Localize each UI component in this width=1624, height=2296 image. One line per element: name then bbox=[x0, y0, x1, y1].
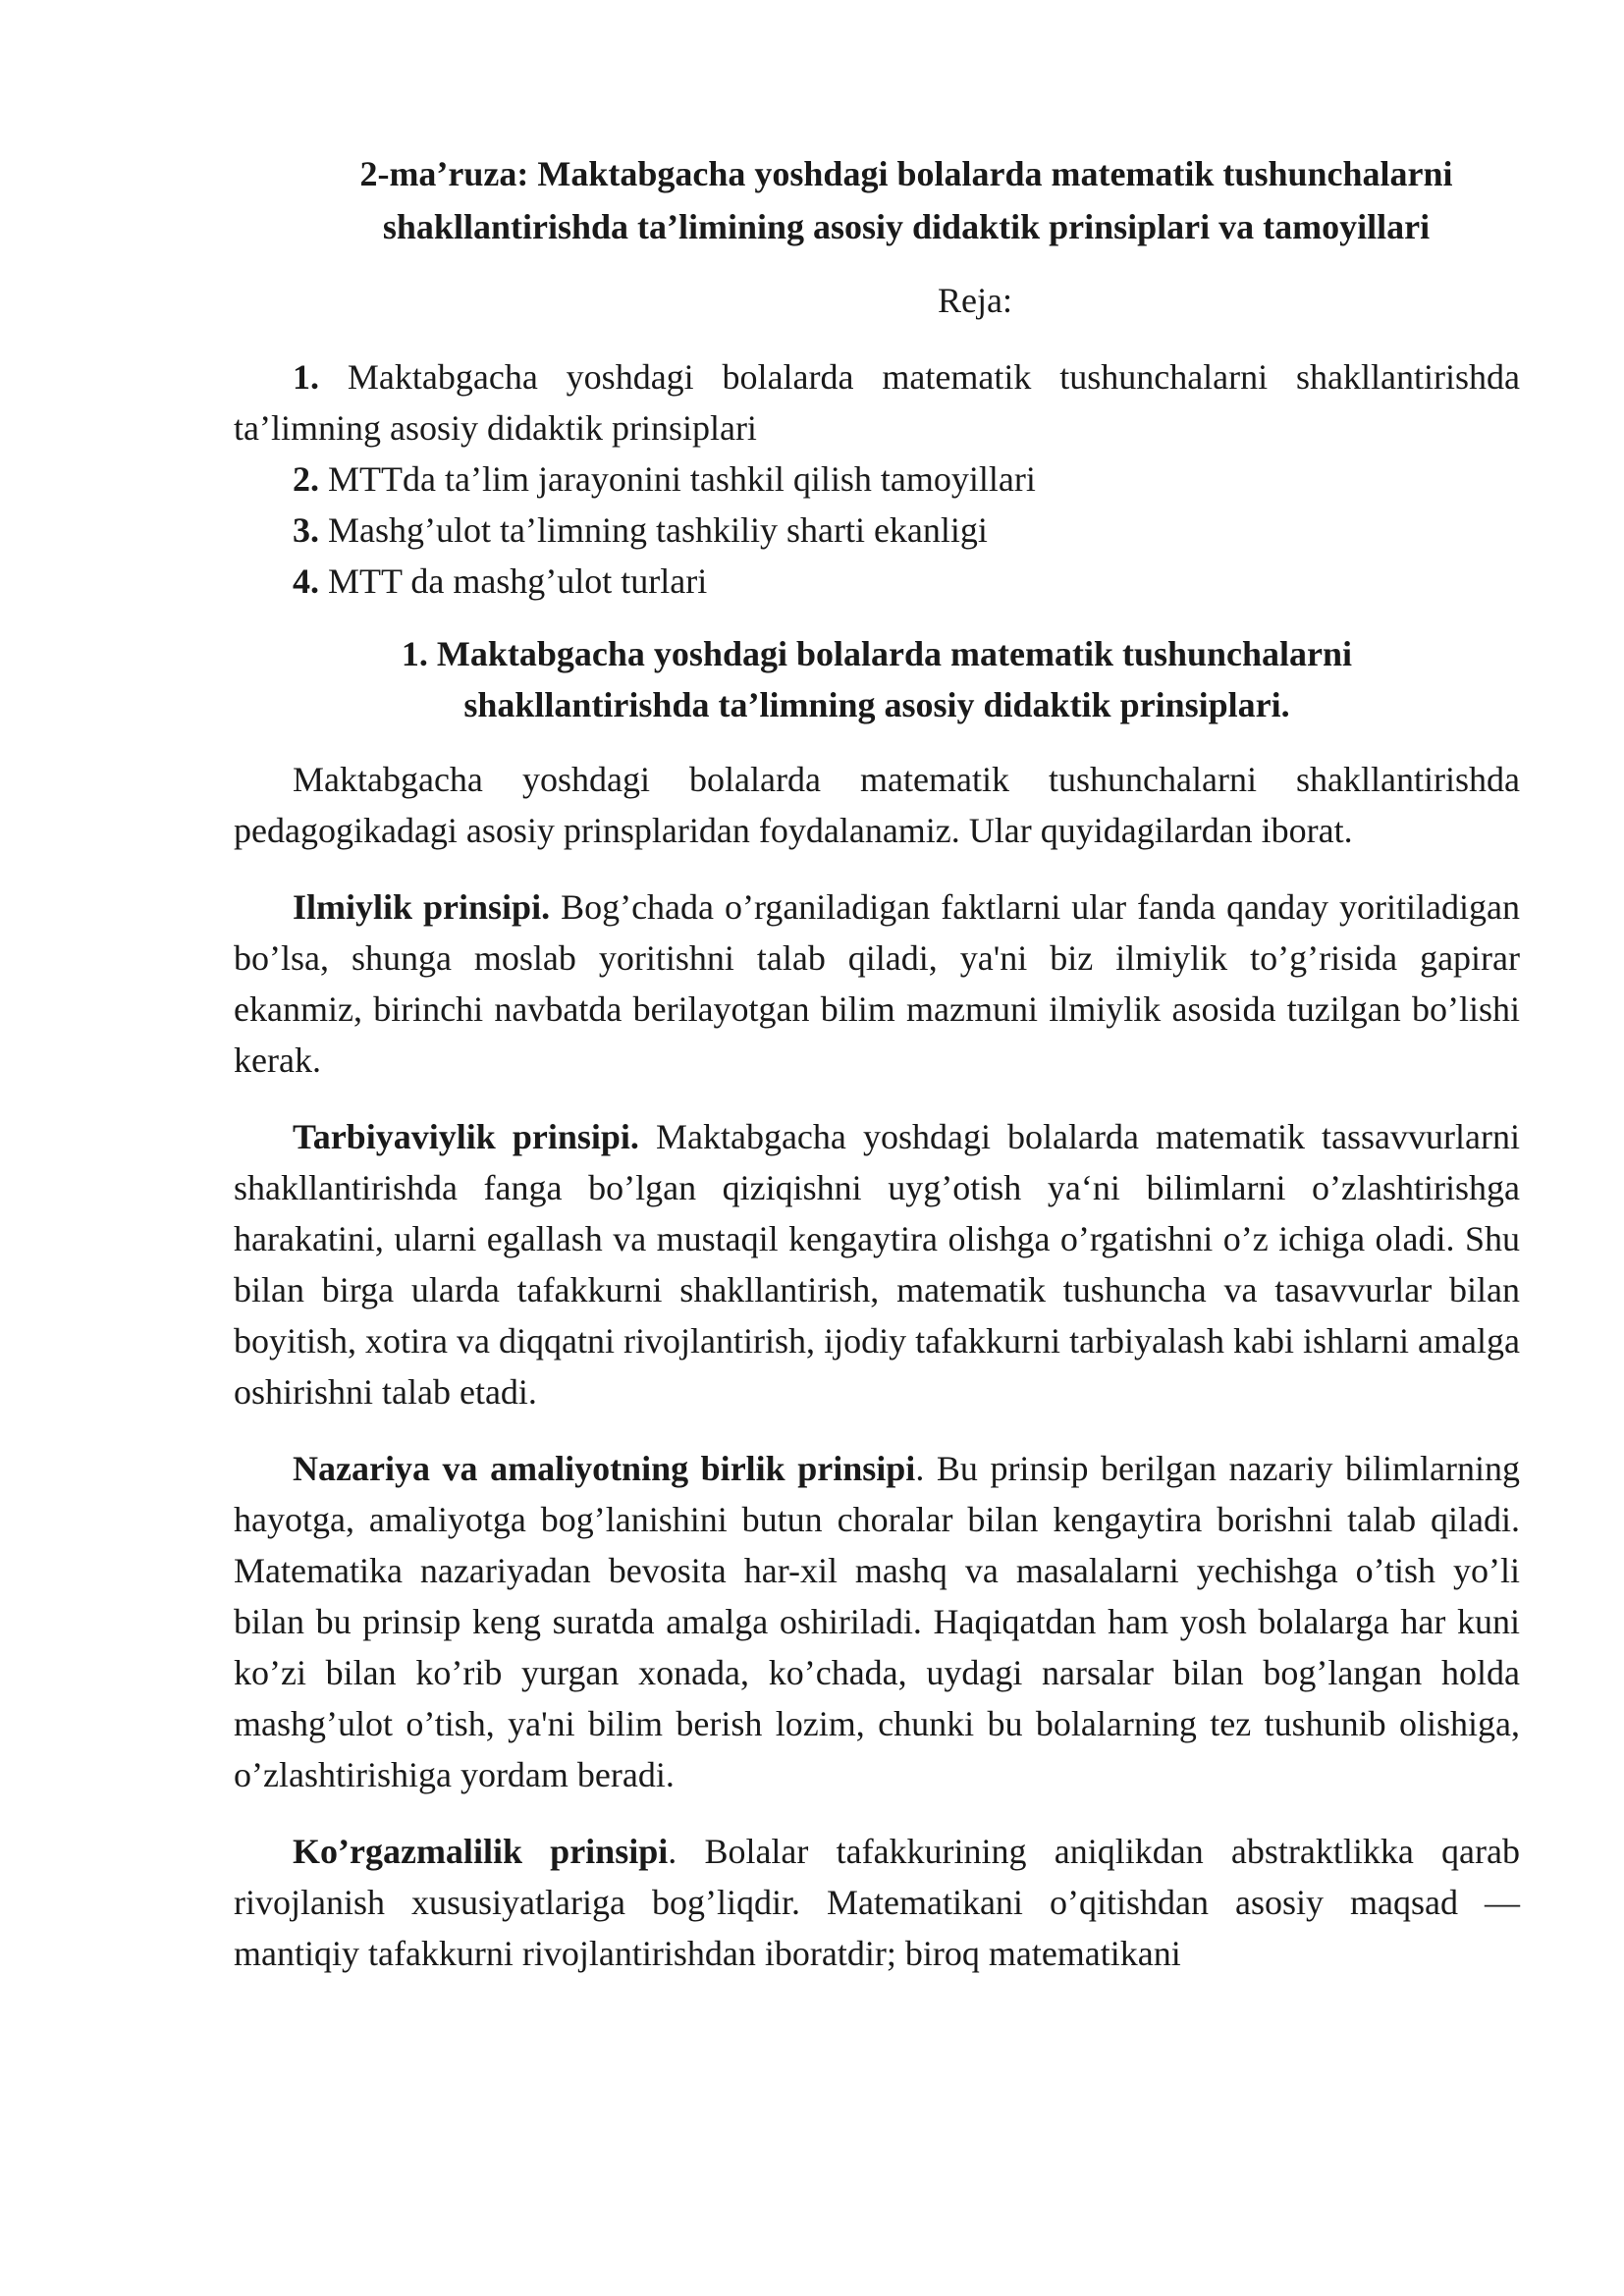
plan-item bbox=[234, 505, 1520, 556]
paragraph-intro bbox=[234, 754, 1520, 856]
paragraph-lead: Ko’rgazmalilik prinsipi bbox=[293, 1832, 669, 1871]
plan-list bbox=[234, 351, 1520, 607]
plan-item-text: MTTda ta’lim jarayonini tashkil qilish tamoyillari bbox=[328, 459, 1036, 499]
section-heading: 1. Maktabgacha yoshdagi bolalarda matematik tushunchalarni shakllantirishda ta’limning asosiy didaktik prinsiplari. bbox=[401, 634, 1353, 724]
paragraph-text: . Bolalar tafakkurining aniqlikdan abstraktlikka qarab rivojlanish xususiyatlariga bog’liqdir. Matematikani o’qitishdan asosiy maqsad — mantiqiy tafakkurni rivojlantirishdan iboratdir; biroq matematikani bbox=[234, 1832, 1520, 1973]
plan-item bbox=[234, 454, 1520, 505]
paragraph-text: Maktabgacha yoshdagi bolalarda matematik tushunchalarni shakllantirishda pedagogikadagi asosiy prinsplaridan foydalanamiz. Ular quyidagilardan iborat. bbox=[234, 760, 1520, 850]
plan-item-number: 4. bbox=[293, 561, 319, 601]
paragraph-ilmiylik bbox=[234, 881, 1520, 1086]
lecture-title: 2-ma’ruza: Maktabgacha yoshdagi bolalarda matematik tushunchalarni shakllantirishda ta’limining asosiy didaktik prinsiplari va tamoyillari bbox=[359, 154, 1453, 246]
paragraph-nazariya bbox=[234, 1443, 1520, 1800]
plan-item-number: 1. bbox=[293, 357, 319, 397]
plan-item-text: Maktabgacha yoshdagi bolalarda matematik tushunchalarni shakllantirishda ta’limning asosiy didaktik prinsiplari bbox=[234, 357, 1520, 448]
document-page bbox=[234, 147, 1520, 2004]
paragraph-lead: Nazariya va amaliyotning birlik prinsipi bbox=[293, 1449, 916, 1488]
plan-item-text: Mashg’ulot ta’limning tashkiliy sharti ekanligi bbox=[328, 510, 988, 550]
plan-item-number: 2. bbox=[293, 459, 319, 499]
paragraph-tarbiyaviylik bbox=[234, 1111, 1520, 1417]
plan-item-number: 3. bbox=[293, 510, 319, 550]
paragraph-lead: Tarbiyaviylik prinsipi. bbox=[293, 1117, 639, 1156]
paragraph-korgazmalilik bbox=[234, 1826, 1520, 1979]
paragraph-text: Maktabgacha yoshdagi bolalarda matematik tassavvurlarni shakllantirishda fanga bo’lgan qiziqishni uyg’otish ya‘ni bilimlarni o’zlashtirishga harakatini, ularni egallash va mustaqil kengaytira olishga o’rgatishni o’z ichiga oladi. Shu bilan birga ularda tafakkurni shakllantirish, matematik tushuncha va tasavvurlar bilan boyitish, xotira va diqqatni rivojlantirish, ijodiy tafakkurni tarbiyalash kabi ishlarni amalga oshirishni talab etadi. bbox=[234, 1117, 1520, 1412]
plan-item bbox=[234, 351, 1520, 454]
plan-item-text: MTT da mashg’ulot turlari bbox=[328, 561, 708, 601]
plan-label: Reja: bbox=[938, 281, 1012, 320]
paragraph-lead: Ilmiylik prinsipi. bbox=[293, 887, 551, 927]
paragraph-text: Bog’chada o’rganiladigan faktlarni ular fanda qanday yoritiladigan bo’lsa, shunga moslab yoritishni talab qiladi, ya'ni biz ilmiylik to’g’risida gapirar ekanmiz, birinchi navbatda berilayotgan bilim mazmuni ilmiylik asosida tuzilgan bo’lishi kerak. bbox=[234, 887, 1520, 1080]
plan-item bbox=[234, 556, 1520, 607]
paragraph-text: . Bu prinsip berilgan nazariy bilimlarning hayotga, amaliyotga bog’lanishini butun choralar bilan kengaytira borishni talab qiladi. Matematika nazariyadan bevosita har-xil mashq va masalalarni yechishga o’tish yo’li bilan bu prinsip keng suratda amalga oshiriladi. Haqiqatdan ham yosh bolalarga har kuni ko’zi bilan ko’rib yurgan xonada, ko’chada, uydagi narsalar bilan bog’langan holda mashg’ulot o’tish, ya'ni bilim berish lozim, chunki bu bolalarning tez tushunib olishiga, o’zlashtirishiga yordam beradi. bbox=[234, 1449, 1520, 1794]
